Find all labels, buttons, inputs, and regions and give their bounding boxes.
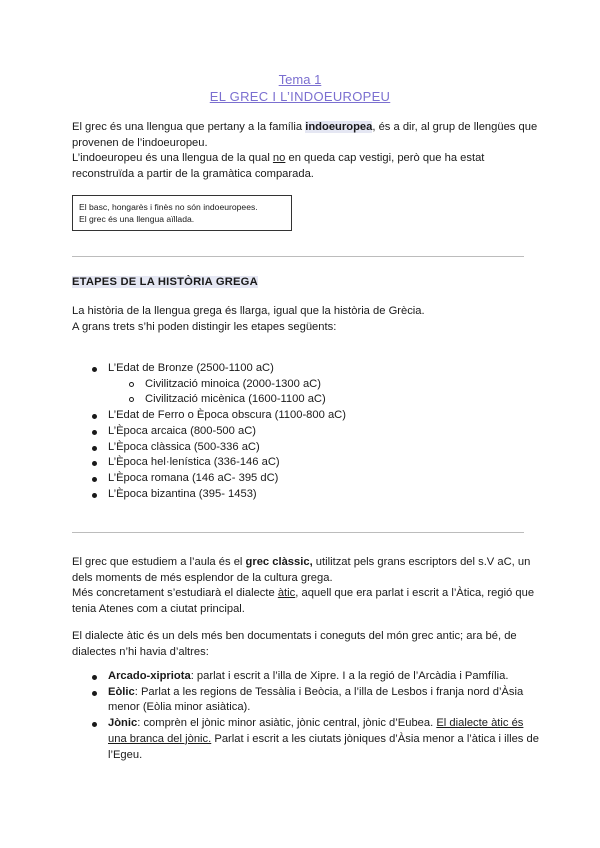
classic-paragraph-2: Més concretament s’estudiarà el dialecte àtic, aquell que era parlat i escrit a l’Àtica, regió que tenia Atenes com a ciutat principal. [72, 587, 535, 615]
sublist-item: Civilització micènica (1600-1100 aC) [129, 392, 542, 408]
list-item: L’Edat de Bronze (2500-1100 aC) Civilització minoica (2000-1300 aC) Civilització micènica (1600-1100 aC) [92, 361, 542, 408]
list-item: L’Època hel·lenística (336-146 aC) [92, 455, 542, 471]
dialect-item: Arcado-xipriota: parlat i escrit a l’illa de Xipre. I a la regió de l’Arcàdia i Pamfília. [92, 669, 544, 685]
classic-paragraph-1: El grec que estudiem a l’aula és el grec clàssic, utilitzat pels grans escriptors del s.V aC, un dels moments de més esplendor de la cultura grega. [72, 556, 531, 584]
etapes-list [72, 361, 542, 502]
list-item: L’Època arcaica (800-500 aC) [92, 424, 542, 440]
divider [72, 256, 524, 257]
note-line: El basc, hongarès i finès no són indoeuropees. [79, 202, 258, 212]
classic-paragraph-3: El dialecte àtic és un dels més ben documentats i coneguts del món grec antic; ara bé, de dialectes n’hi havia d’altres: [72, 630, 517, 658]
list-item: L’Edat de Ferro o Època obscura (1100-800 aC) [92, 408, 542, 424]
divider [72, 532, 524, 533]
intro-paragraph-1: El grec és una llengua que pertany a la família indoeuropea, és a dir, al grup de llengües que provenen de l’indoeuropeu. [72, 121, 538, 149]
sublist-item: Civilització minoica (2000-1300 aC) [129, 377, 542, 393]
note-line: El grec és una llengua aïllada. [79, 214, 195, 224]
list-item: L’Època bizantina (395- 1453) [92, 487, 542, 503]
dialect-item: Jònic: comprèn el jònic minor asiàtic, jònic central, jònic d’Eubea. El dialecte àtic és una branca del jònic. Parlat i escrit a les ciutats jòniques d’Àsia menor a l’àtica i illes de l’Egeu. [92, 716, 544, 763]
list-item: L’Època clàssica (500-336 aC) [92, 440, 542, 456]
list-item: L’Època romana (146 aC- 395 dC) [92, 471, 542, 487]
page-subtitle: EL GREC I L’INDOEUROPEU [209, 89, 391, 104]
note-box [72, 195, 292, 231]
section-heading: ETAPES DE LA HISTÒRIA GREGA [72, 276, 258, 288]
etapes-paragraph: La història de la llengua grega és llarga, igual que la història de Grècia. A grans trets s’hi poden distingir les etapes següents: [72, 305, 425, 333]
sublist [108, 377, 542, 408]
page-title: Tema 1 [278, 72, 322, 87]
dialects-list [72, 669, 544, 763]
intro-paragraph-2: L’indoeuropeu és una llengua de la qual no en queda cap vestigi, però que ha estat reconstruïda a partir de la gramàtica comparada. [72, 152, 485, 180]
dialect-item: Eòlic: Parlat a les regions de Tessàlia i Beòcia, a l’illa de Lesbos i franja nord d’Àsia menor (Eòlia minor asiàtica). [92, 685, 544, 716]
